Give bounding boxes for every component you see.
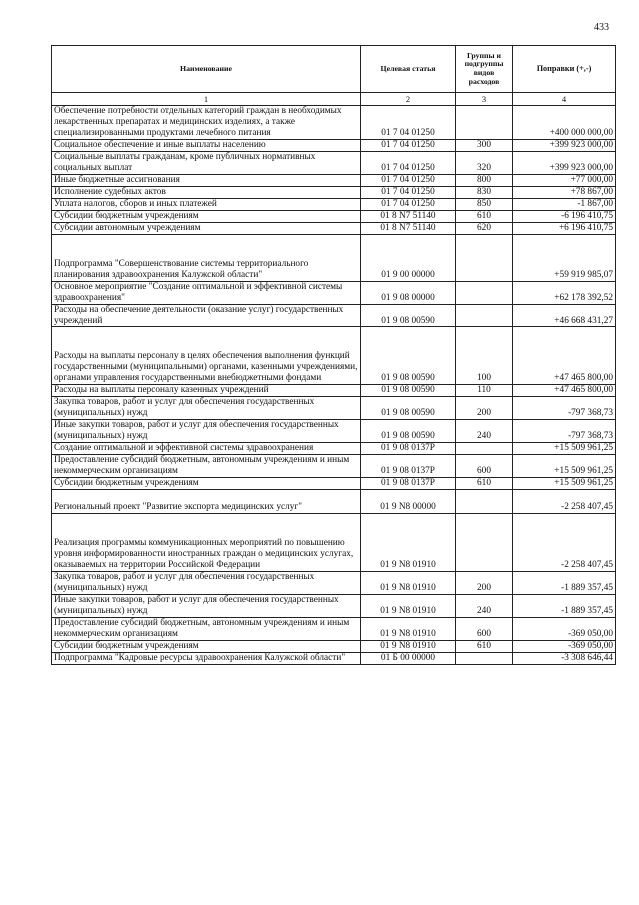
header-expense-group: Группы и подгруппы видов расходов <box>456 46 513 93</box>
row-name-cell: Субсидии бюджетным учреждениям <box>52 210 361 222</box>
column-number: 1 <box>52 93 361 106</box>
row-expense-group-cell: 610 <box>456 210 513 222</box>
row-target-article-cell: 01 7 04 01250 <box>361 186 456 198</box>
row-amendment-cell: +62 178 392,52 <box>513 281 616 304</box>
row-expense-group-cell: 200 <box>456 397 513 420</box>
table-row <box>52 385 616 397</box>
row-amendment-cell: -369 050,00 <box>513 617 616 640</box>
row-name-cell: Расходы на выплаты персоналу казенных учреждений <box>52 385 361 397</box>
row-expense-group-cell: 110 <box>456 385 513 397</box>
row-target-article-cell: 01 9 08 00590 <box>361 327 456 385</box>
table-row <box>52 186 616 198</box>
row-amendment-cell: +400 000 000,00 <box>513 106 616 140</box>
row-name-cell: Предоставление субсидий бюджетным, автономным учреждениям и иным некоммерческим организациям <box>52 617 361 640</box>
table-row <box>52 478 616 490</box>
row-target-article-cell: 01 9 08 0137Р <box>361 443 456 455</box>
row-expense-group-cell: 620 <box>456 222 513 234</box>
table-row <box>52 139 616 151</box>
row-target-article-cell: 01 9 N8 01910 <box>361 571 456 594</box>
table-row <box>52 198 616 210</box>
table-row <box>52 455 616 478</box>
row-name-cell: Уплата налогов, сборов и иных платежей <box>52 198 361 210</box>
table-row <box>52 210 616 222</box>
header-target-article: Целевая статья <box>361 46 456 93</box>
row-name-cell: Основное мероприятие "Создание оптимальной и эффективной системы здравоохранения" <box>52 281 361 304</box>
row-name-cell: Закупка товаров, работ и услуг для обеспечения государственных (муниципальных) нужд <box>52 397 361 420</box>
row-amendment-cell: -1 889 357,45 <box>513 571 616 594</box>
row-name-cell: Подпрограмма "Совершенствование системы территориального планирования здравоохранения Калужской области" <box>52 234 361 281</box>
row-amendment-cell: -797 368,73 <box>513 420 616 443</box>
row-name-cell: Субсидии бюджетным учреждениям <box>52 478 361 490</box>
table-row <box>52 514 616 572</box>
row-target-article-cell: 01 7 04 01250 <box>361 174 456 186</box>
row-amendment-cell: +77 000,00 <box>513 174 616 186</box>
row-target-article-cell: 01 9 N8 01910 <box>361 514 456 572</box>
row-name-cell: Иные закупки товаров, работ и услуг для обеспечения государственных (муниципальных) нужд <box>52 594 361 617</box>
row-target-article-cell: 01 9 08 00590 <box>361 420 456 443</box>
row-target-article-cell: 01 Б 00 00000 <box>361 652 456 664</box>
row-expense-group-cell: 800 <box>456 174 513 186</box>
table-row <box>52 174 616 186</box>
row-expense-group-cell <box>456 443 513 455</box>
table-row <box>52 222 616 234</box>
row-name-cell: Исполнение судебных актов <box>52 186 361 198</box>
row-expense-group-cell <box>456 304 513 327</box>
row-target-article-cell: 01 7 04 01250 <box>361 106 456 140</box>
row-expense-group-cell: 600 <box>456 455 513 478</box>
row-target-article-cell: 01 9 08 0137Р <box>361 455 456 478</box>
row-name-cell: Субсидии автономным учреждениям <box>52 222 361 234</box>
row-amendment-cell: +78 867,00 <box>513 186 616 198</box>
row-expense-group-cell <box>456 652 513 664</box>
table-header-row <box>52 46 616 93</box>
budget-amendments-table <box>51 45 616 665</box>
row-amendment-cell: +15 509 961,25 <box>513 443 616 455</box>
row-name-cell: Субсидии бюджетным учреждениям <box>52 640 361 652</box>
row-amendment-cell: +6 196 410,75 <box>513 222 616 234</box>
row-name-cell: Расходы на выплаты персоналу в целях обеспечения выполнения функций государственными (муниципальными) органами, казенными учреждениями, органами управления государственными внебюджетными фондами <box>52 327 361 385</box>
row-name-cell: Расходы на обеспечение деятельности (оказание услуг) государственных учреждений <box>52 304 361 327</box>
row-amendment-cell: +15 509 961,25 <box>513 478 616 490</box>
column-number: 4 <box>513 93 616 106</box>
row-expense-group-cell: 600 <box>456 617 513 640</box>
row-target-article-cell: 01 9 08 00590 <box>361 385 456 397</box>
table-row <box>52 420 616 443</box>
row-target-article-cell: 01 9 N8 00000 <box>361 490 456 514</box>
row-expense-group-cell: 240 <box>456 420 513 443</box>
table-row <box>52 234 616 281</box>
row-amendment-cell: +47 465 800,00 <box>513 385 616 397</box>
row-name-cell: Социальное обеспечение и иные выплаты населению <box>52 139 361 151</box>
row-amendment-cell: -1 889 357,45 <box>513 594 616 617</box>
row-target-article-cell: 01 7 04 01250 <box>361 198 456 210</box>
row-target-article-cell: 01 9 08 00590 <box>361 397 456 420</box>
row-expense-group-cell <box>456 490 513 514</box>
row-expense-group-cell <box>456 281 513 304</box>
row-name-cell: Иные закупки товаров, работ и услуг для обеспечения государственных (муниципальных) нужд <box>52 420 361 443</box>
row-amendment-cell: +47 465 800,00 <box>513 327 616 385</box>
row-expense-group-cell: 320 <box>456 151 513 174</box>
row-amendment-cell: +399 923 000,00 <box>513 151 616 174</box>
row-amendment-cell: -1 867,00 <box>513 198 616 210</box>
row-amendment-cell: -369 050,00 <box>513 640 616 652</box>
column-number: 3 <box>456 93 513 106</box>
row-name-cell: Закупка товаров, работ и услуг для обеспечения государственных (муниципальных) нужд <box>52 571 361 594</box>
row-name-cell: Подпрограмма "Кадровые ресурсы здравоохранения Калужской области" <box>52 652 361 664</box>
row-name-cell: Иные бюджетные ассигнования <box>52 174 361 186</box>
row-amendment-cell: -2 258 407,45 <box>513 490 616 514</box>
row-expense-group-cell: 610 <box>456 478 513 490</box>
row-name-cell: Предоставление субсидий бюджетным, автономным учреждениям и иным некоммерческим организациям <box>52 455 361 478</box>
row-expense-group-cell: 300 <box>456 139 513 151</box>
table-row <box>52 151 616 174</box>
row-target-article-cell: 01 9 00 00000 <box>361 234 456 281</box>
page-number: 433 <box>594 22 609 33</box>
row-expense-group-cell: 850 <box>456 198 513 210</box>
table-row <box>52 281 616 304</box>
row-expense-group-cell <box>456 234 513 281</box>
row-target-article-cell: 01 9 N8 01910 <box>361 617 456 640</box>
row-name-cell: Создание оптимальной и эффективной системы здравоохранения <box>52 443 361 455</box>
header-amendment: Поправки (+,-) <box>513 46 616 93</box>
table-row <box>52 571 616 594</box>
row-amendment-cell: +46 668 431,27 <box>513 304 616 327</box>
table-row <box>52 397 616 420</box>
row-target-article-cell: 01 9 08 00590 <box>361 304 456 327</box>
row-amendment-cell: +59 919 985,07 <box>513 234 616 281</box>
row-amendment-cell: -3 308 646,44 <box>513 652 616 664</box>
row-expense-group-cell: 100 <box>456 327 513 385</box>
row-target-article-cell: 01 9 N8 01910 <box>361 640 456 652</box>
column-number: 2 <box>361 93 456 106</box>
row-name-cell: Обеспечение потребности отдельных категорий граждан в необходимых лекарственных препаратах и медицинских изделиях, а также специализированными продуктами лечебного питания <box>52 106 361 140</box>
row-amendment-cell: +399 923 000,00 <box>513 139 616 151</box>
row-target-article-cell: 01 9 08 0137Р <box>361 478 456 490</box>
row-name-cell: Социальные выплаты гражданам, кроме публичных нормативных социальных выплат <box>52 151 361 174</box>
table-row <box>52 443 616 455</box>
row-expense-group-cell: 830 <box>456 186 513 198</box>
row-target-article-cell: 01 7 04 01250 <box>361 139 456 151</box>
row-expense-group-cell <box>456 514 513 572</box>
row-expense-group-cell: 240 <box>456 594 513 617</box>
row-name-cell: Реализация программы коммуникационных мероприятий по повышению уровня информированности иностранных граждан о медицинских услугах, оказываемых на территории Российской Федерации <box>52 514 361 572</box>
row-amendment-cell: -797 368,73 <box>513 397 616 420</box>
row-target-article-cell: 01 9 08 00000 <box>361 281 456 304</box>
table-row <box>52 106 616 140</box>
row-amendment-cell: +15 509 961,25 <box>513 455 616 478</box>
header-name: Наименование <box>52 46 361 93</box>
row-target-article-cell: 01 8 N7 51140 <box>361 222 456 234</box>
row-expense-group-cell <box>456 106 513 140</box>
row-amendment-cell: -6 196 410,75 <box>513 210 616 222</box>
table-row <box>52 652 616 664</box>
table-row <box>52 490 616 514</box>
row-expense-group-cell: 200 <box>456 571 513 594</box>
table-row <box>52 617 616 640</box>
row-name-cell: Региональный проект "Развитие экспорта медицинских услуг" <box>52 490 361 514</box>
row-target-article-cell: 01 7 04 01250 <box>361 151 456 174</box>
table-row <box>52 327 616 385</box>
row-amendment-cell: -2 258 407,45 <box>513 514 616 572</box>
row-expense-group-cell: 610 <box>456 640 513 652</box>
table-body <box>52 106 616 665</box>
table-row <box>52 304 616 327</box>
row-target-article-cell: 01 9 N8 01910 <box>361 594 456 617</box>
column-number-row <box>52 93 616 106</box>
table-row <box>52 594 616 617</box>
row-target-article-cell: 01 8 N7 51140 <box>361 210 456 222</box>
table-row <box>52 640 616 652</box>
